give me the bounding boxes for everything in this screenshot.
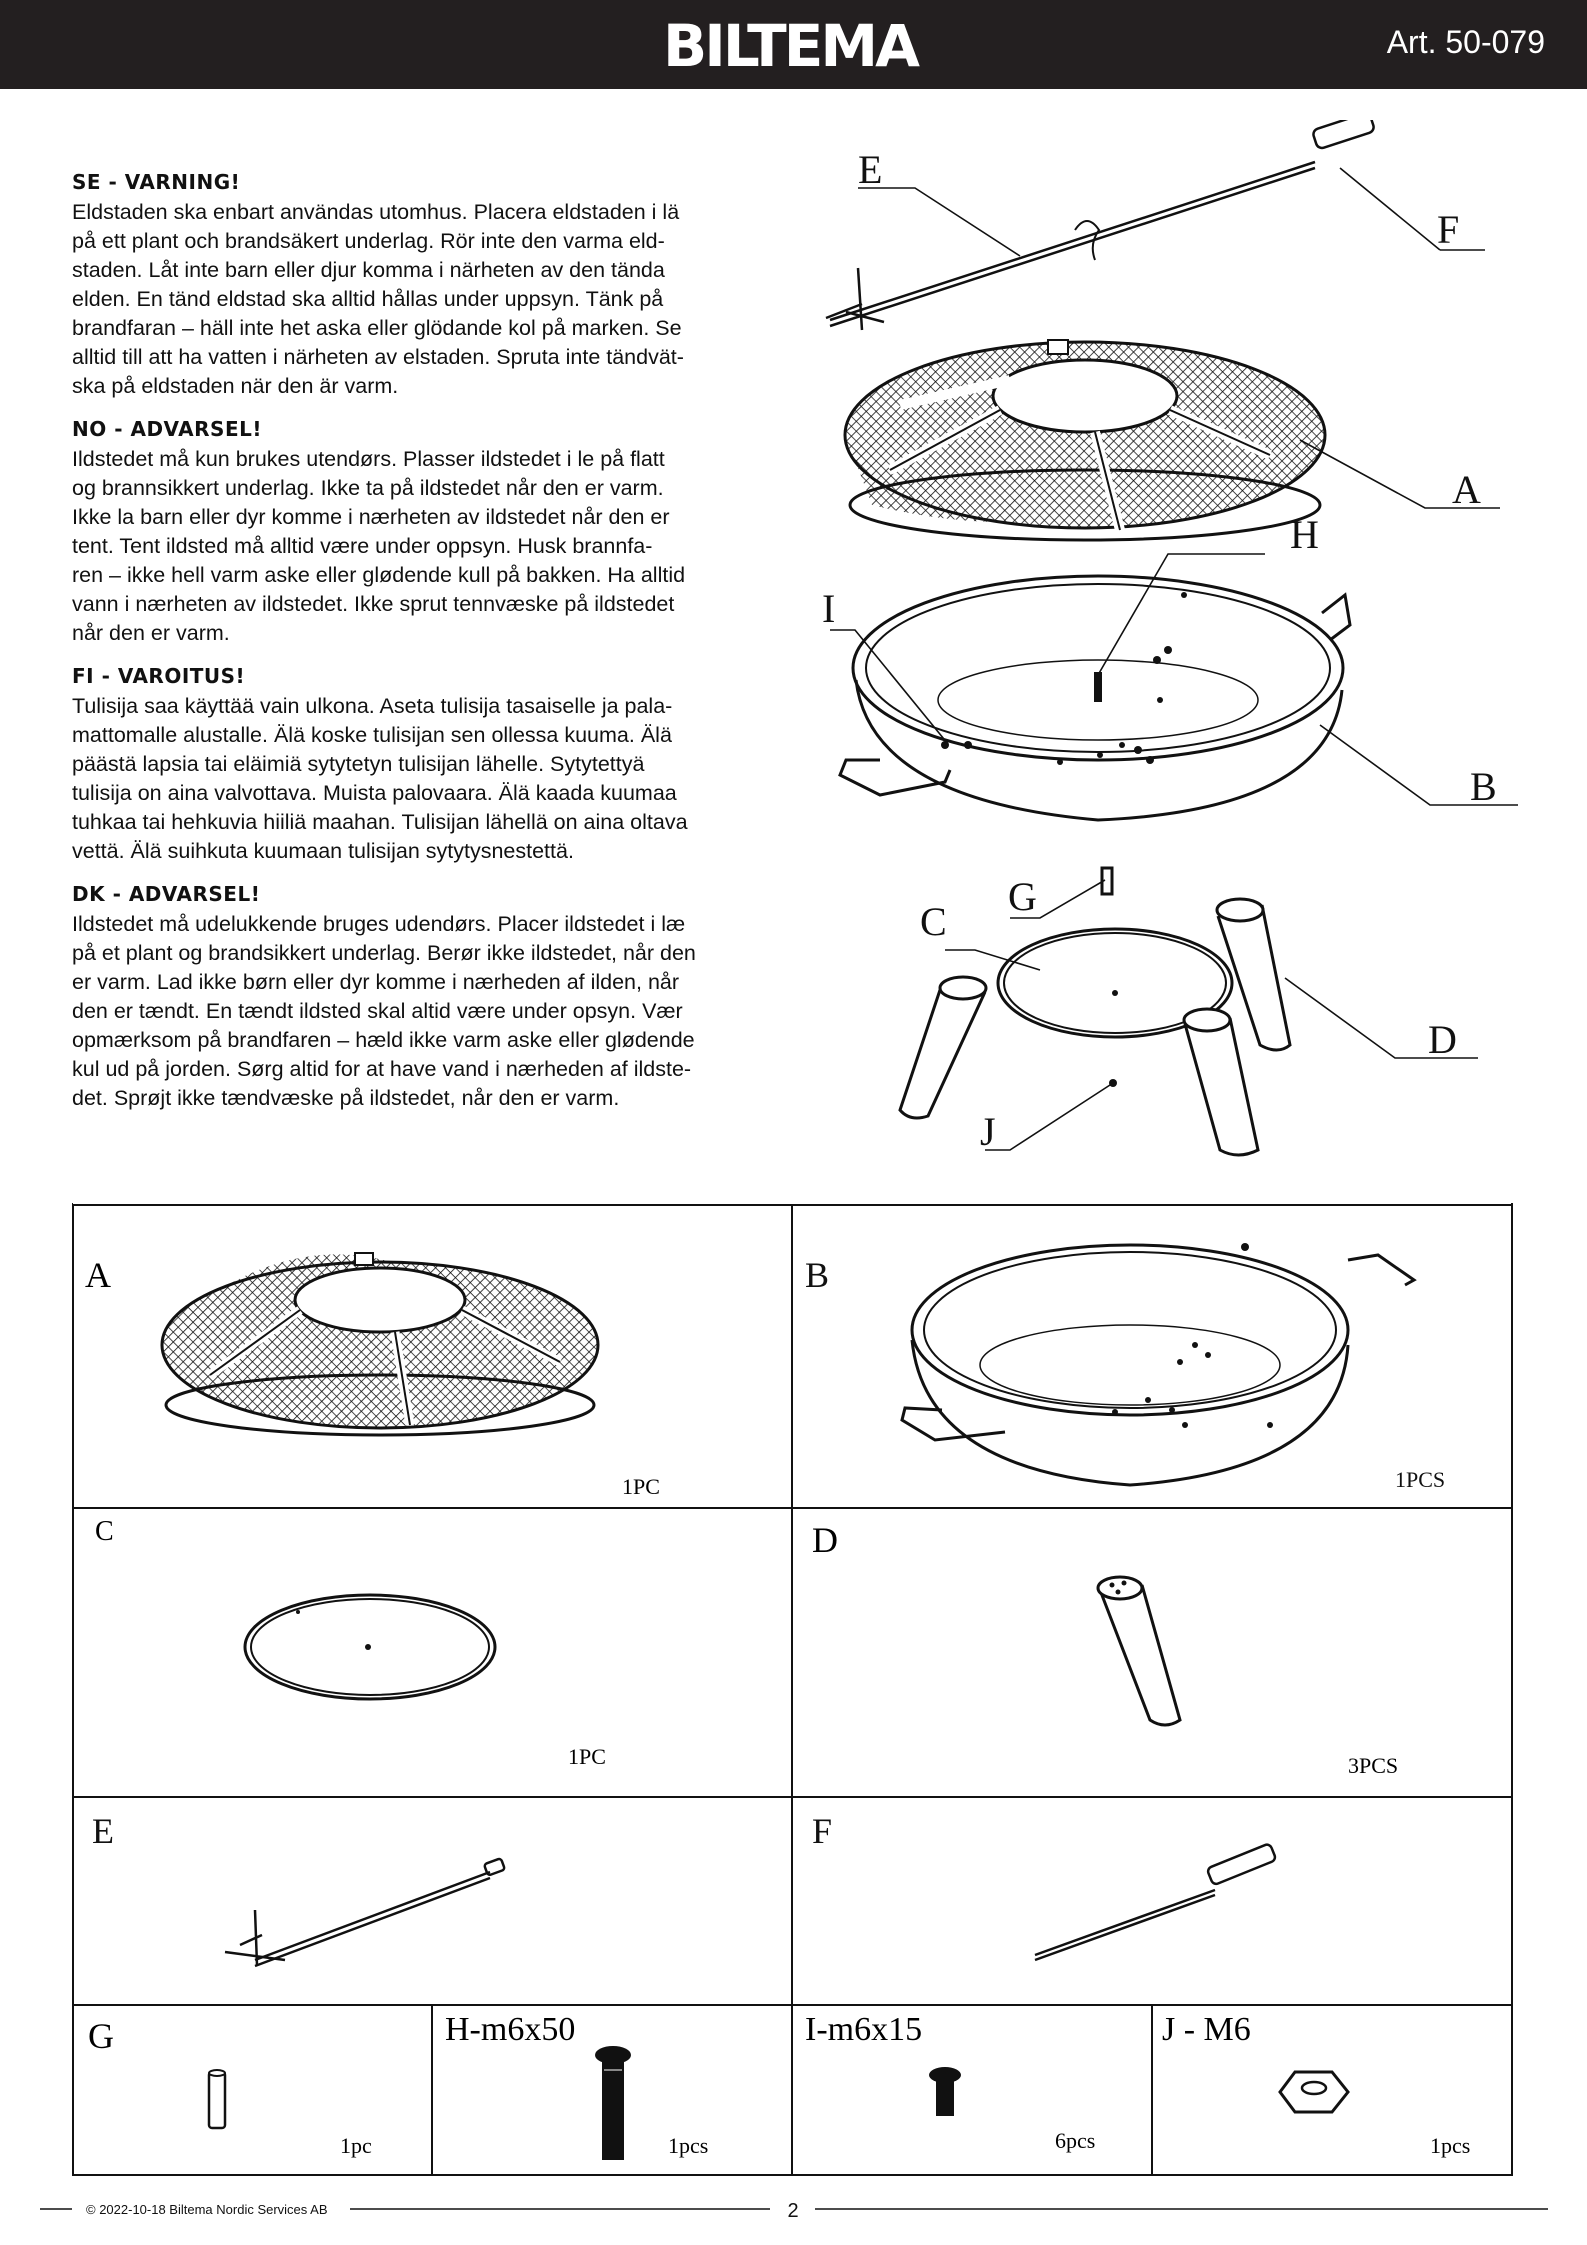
label-e: E bbox=[858, 147, 883, 192]
text-line: ren – ikke hell varm aske eller glødende kull på bakken. Ha alltid bbox=[72, 563, 686, 587]
part-quantity: 1PCS bbox=[1395, 1467, 1446, 1492]
warning-text bbox=[72, 692, 772, 866]
part-cell-j bbox=[1162, 2011, 1470, 2158]
label-d: D bbox=[1428, 1017, 1457, 1062]
part-label: J - M6 bbox=[1162, 2011, 1251, 2048]
text-line: Ildstedet må udelukkende bruges udendørs. Placer ildstedet i læ bbox=[72, 912, 686, 936]
label-a: A bbox=[1452, 467, 1481, 512]
text-line: tent. Tent ildsted må alltid være under oppsyn. Husk brannfa- bbox=[72, 534, 653, 558]
text-line: elden. En tänd eldstad ska alltid hållas under uppsyn. Tänk på bbox=[72, 287, 664, 311]
text-line: når den er varm. bbox=[72, 621, 230, 645]
warning-se bbox=[72, 170, 772, 401]
ring-and-legs bbox=[900, 868, 1290, 1155]
text-line: staden. Låt inte barn eller djur komma i närheten av den tända bbox=[72, 258, 665, 282]
label-f: F bbox=[1437, 207, 1460, 252]
part-cell-i bbox=[805, 2011, 1095, 2153]
text-line: den er tændt. En tændt ildsted skal altid være under opsyn. Vær bbox=[72, 999, 683, 1023]
part-quantity: 1PC bbox=[622, 1474, 660, 1499]
text-line: brandfaran – häll inte het aska eller glödande kol på marken. Se bbox=[72, 316, 682, 340]
page-header bbox=[0, 0, 1587, 89]
part-label: F bbox=[812, 1811, 833, 1851]
part-label: A bbox=[85, 1255, 111, 1295]
leader-lines bbox=[830, 168, 1518, 1150]
part-quantity: 3PCS bbox=[1348, 1753, 1399, 1778]
footer-copyright: © 2022-10-18 Biltema Nordic Services AB bbox=[86, 2202, 328, 2217]
text-line: tulisija on aina valvottava. Muista palovaara. Älä kaada kuumaa bbox=[72, 781, 677, 805]
part-label: G bbox=[88, 2016, 114, 2056]
part-cell-f bbox=[812, 1811, 1276, 1960]
text-line: på et plant og brandsikkert underlag. Berør ikke ildstedet, når den bbox=[72, 941, 696, 965]
part-label: B bbox=[805, 1255, 830, 1295]
part-label: H-m6x50 bbox=[445, 2011, 576, 2048]
biltema-logo bbox=[620, 12, 960, 78]
warning-title: NO - ADVARSEL! bbox=[72, 417, 262, 441]
warning-no bbox=[72, 417, 772, 648]
text-line: mattomalle alustalle. Älä koske tulisijan sen ollessa kuuma. Älä bbox=[72, 723, 672, 747]
part-cell-h bbox=[445, 2011, 708, 2160]
part-quantity: 1PC bbox=[568, 1744, 606, 1769]
part-label: D bbox=[812, 1520, 838, 1560]
label-i: I bbox=[822, 586, 836, 631]
warning-text bbox=[72, 198, 772, 401]
part-quantity: 1pcs bbox=[668, 2133, 709, 2158]
part-label: E bbox=[92, 1811, 114, 1851]
page-number: 2 bbox=[787, 2200, 799, 2222]
warning-title: FI - VAROITUS! bbox=[72, 664, 246, 688]
label-b: B bbox=[1470, 764, 1497, 809]
warning-title: SE - VARNING! bbox=[72, 170, 241, 194]
part-cell-c bbox=[95, 1516, 606, 1769]
label-g: G bbox=[1008, 874, 1037, 919]
part-cell-e bbox=[92, 1811, 505, 1966]
text-line: kul ud på jorden. Sørg altid for at have vand i nærheden af ildste- bbox=[72, 1057, 692, 1081]
part-cell-d bbox=[812, 1520, 1398, 1778]
label-h: H bbox=[1290, 512, 1319, 557]
part-cell-b bbox=[805, 1243, 1445, 1492]
warning-text bbox=[72, 445, 772, 648]
article-number: Art. 50-079 bbox=[1386, 24, 1545, 60]
part-cell-g bbox=[88, 2016, 372, 2158]
part-quantity: 1pc bbox=[340, 2133, 372, 2158]
part-quantity: 1pcs bbox=[1430, 2133, 1471, 2158]
text-line: Eldstaden ska enbart användas utomhus. Placera eldstaden i lä bbox=[72, 200, 680, 224]
warning-title: DK - ADVARSEL! bbox=[72, 882, 261, 906]
warning-fi bbox=[72, 664, 772, 866]
exploded-view-diagram bbox=[800, 120, 1560, 1170]
warning-dk bbox=[72, 882, 772, 1113]
part-cell-a bbox=[85, 1253, 660, 1499]
text-line: er varm. Lad ikke børn eller dyr komme i nærheden af ilden, når bbox=[72, 970, 680, 994]
text-line: vann i nærheten av ildstedet. Ikke sprut tennvæske på ildstedet bbox=[72, 592, 675, 616]
warning-text bbox=[72, 910, 772, 1113]
part-label: I-m6x15 bbox=[805, 2011, 923, 2048]
text-line: på ett plant och brandsäkert underlag. Rör inte den varma eld- bbox=[72, 229, 665, 253]
text-line: ska på eldstaden när den är varm. bbox=[72, 374, 399, 398]
text-line: tuhkaa tai hehkuvia hiiliä maahan. Tulisijan lähellä on aina oltava bbox=[72, 810, 688, 834]
text-line: päästä lapsia tai eläimiä sytytetyn tulisijan lähelle. Sytytettyä bbox=[72, 752, 645, 776]
text-line: det. Sprøjt ikke tændvæske på ildstedet, når den er varm. bbox=[72, 1086, 620, 1110]
fire-bowl-b bbox=[840, 576, 1350, 820]
text-line: Tulisija saa käyttää vain ulkona. Aseta tulisija tasaiselle ja pala- bbox=[72, 694, 673, 718]
page-footer bbox=[40, 2196, 1550, 2226]
text-line: vettä. Älä suihkuta kuumaan tulisijan sytytysnestettä. bbox=[72, 839, 574, 863]
part-label: C bbox=[95, 1516, 114, 1547]
text-line: Ildstedet må kun brukes utendørs. Plasser ildstedet i le på flatt bbox=[72, 447, 665, 471]
text-line: opmærksom på brandfaren – hæld ikke varm aske eller glødende bbox=[72, 1028, 695, 1052]
poker-rod-e bbox=[826, 120, 1375, 330]
mesh-lid-a bbox=[845, 340, 1325, 540]
warnings-section bbox=[72, 170, 772, 1129]
parts-list-table bbox=[72, 1203, 1514, 2177]
text-line: alltid till att ha vatten i närheten av elstaden. Spruta inte tändvät- bbox=[72, 345, 684, 369]
label-c: C bbox=[920, 899, 947, 944]
svg-text:BILTEMA: BILTEMA bbox=[663, 12, 917, 78]
text-line: og brannsikkert underlag. Ikke ta på ildstedet når den er varm. bbox=[72, 476, 664, 500]
part-quantity: 6pcs bbox=[1055, 2128, 1096, 2153]
text-line: Ikke la barn eller dyr komme i nærheten av ildstedet når den er bbox=[72, 505, 670, 529]
label-j: J bbox=[980, 1109, 996, 1154]
